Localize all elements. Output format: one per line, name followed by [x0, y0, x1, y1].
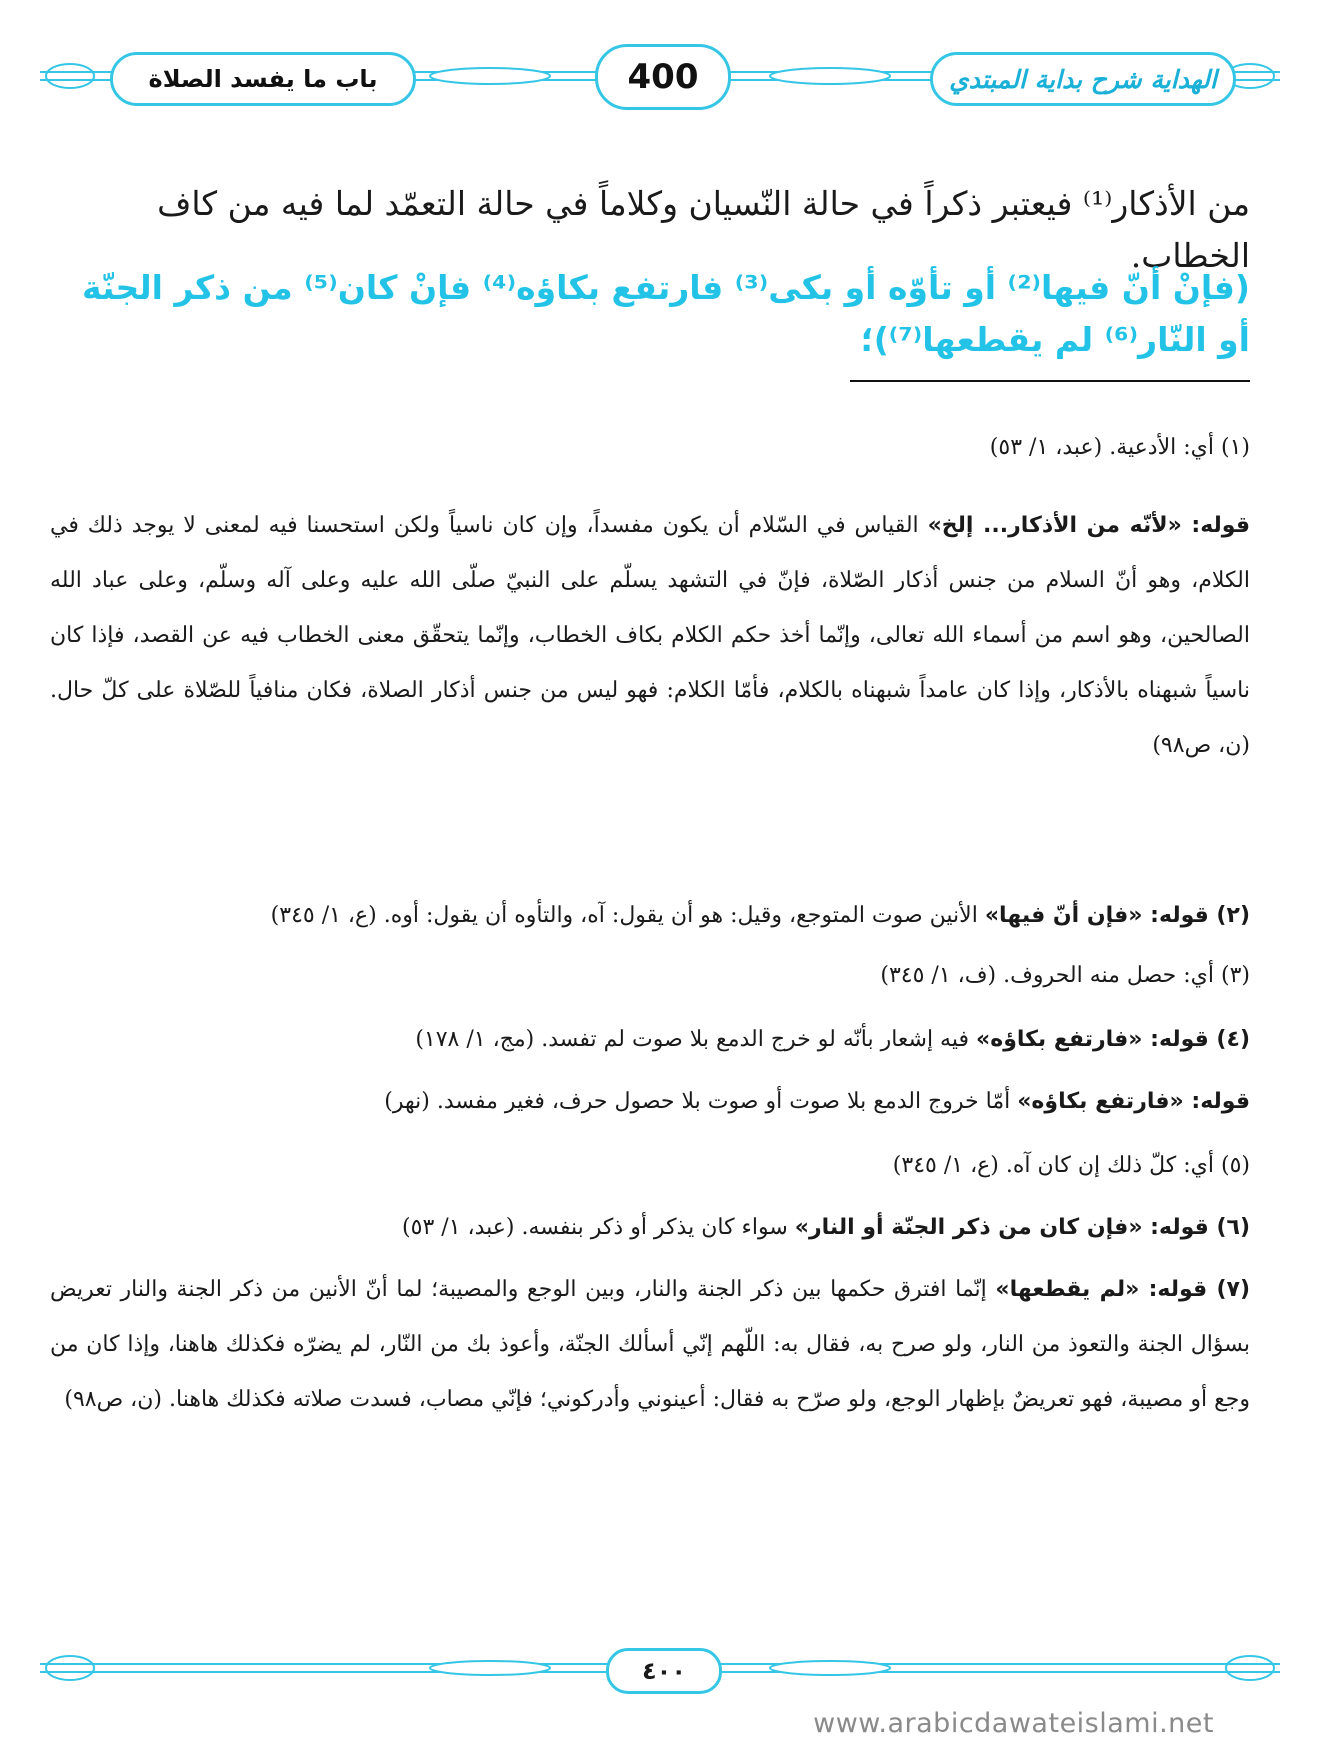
footnote-separator	[850, 380, 1250, 382]
footnote-text: الأنين صوت المتوجع، وقيل: هو أن يقول: آه، والتأوه أن يقول: أوه. (ع، ١/ ٣٤٥)	[270, 903, 985, 928]
header-page-number: 400	[595, 44, 731, 110]
footer-page-number: ٤٠٠	[606, 1648, 722, 1694]
page-footer	[40, 1640, 1280, 1700]
footnote-7	[50, 1262, 1250, 1427]
footnote-1: (١) أي: الأدعية. (عبد، ١/ ٥٣)	[989, 435, 1250, 460]
footnote-5: (٥) أي: كلّ ذلك إن كان آه. (ع، ١/ ٣٤٥)	[892, 1153, 1250, 1178]
page-header	[40, 38, 1280, 118]
footnote-label: (٧) قوله: «لم يقطعها»	[995, 1277, 1250, 1302]
footnote-4-commentary	[50, 1074, 1250, 1129]
footnote-label: (٦) قوله: «فإن كان من ذكر الجنّة أو النار»	[794, 1215, 1250, 1240]
footnote-text: القياس في السّلام أن يكون مفسداً، وإن كان ناسياً ولكن استحسنا فيه لمعنى لا يوجد ذلك في الكلام، وهو أنّ السلام من جنس أذكار الصّلاة، فإنّ في التشهد يسلّم على النبيّ صلّى الله عليه وعلى آله وسلّم، وعلى عباد الله الصالحين، وهو اسم من أسماء الله تعالى، وإنّما أخذ حكم الكلام بكاف الخطاب، وإنّما يتحقّق معنى الخطاب فيه عن القصد، فإذا كان ناسياً شبهناه بالأذكار، وإذا كان عامداً شبهناه بالكلام، فأمّا الكلام: فهو ليس من جنس أذكار الصلاة، فكان منافياً للصّلاة على كلّ حال. (ن، ص٩٨)	[50, 513, 1250, 758]
footnote-3: (٣) أي: حصل منه الحروف. (ف، ١/ ٣٤٥)	[880, 963, 1250, 988]
footnote-text: سواء كان يذكر أو ذكر بنفسه. (عبد، ١/ ٥٣)	[402, 1215, 795, 1240]
footnote-text: أمّا خروج الدمع بلا صوت أو صوت بلا حصول حرف، فغير مفسد. (نهر)	[384, 1089, 1018, 1114]
footnote-label: قوله: «فارتفع بكاؤه»	[1017, 1089, 1250, 1114]
footnote-1-commentary	[50, 498, 1250, 773]
footnote-4	[50, 1012, 1250, 1067]
footnote-label: (٤) قوله: «فارتفع بكاؤه»	[976, 1027, 1250, 1052]
footnote-6	[50, 1200, 1250, 1255]
main-text-highlighted: (فإنْ أنّ فيها⁽²⁾ أو تأوّه أو بكى⁽³⁾ فارتفع بكاؤه⁽⁴⁾ فإنْ كان⁽⁵⁾ من ذكر الجنّة أو النّار⁽⁶⁾ لم يقطعها⁽⁷⁾)؛	[82, 268, 1250, 359]
footnote-text: فيه إشعار بأنّه لو خرج الدمع بلا صوت لم تفسد. (مج، ١/ ١٧٨)	[415, 1027, 976, 1052]
footnote-label: قوله: «لأنّه من الأذكار... إلخ»	[927, 513, 1250, 538]
footnote-2	[50, 888, 1250, 943]
book-title: الهداية شرح بداية المبتدي	[930, 52, 1236, 106]
main-text-line-1: من الأذكار⁽¹⁾ فيعتبر ذكراً في حالة النّسيان وكلاماً في حالة التعمّد لما فيه من كاف الخطاب.	[157, 184, 1250, 275]
chapter-title: باب ما يفسد الصلاة	[110, 52, 416, 106]
website-url[interactable]: www.arabicdawateislami.net	[813, 1708, 1214, 1739]
footnote-text: إنّما افترق حكمها بين ذكر الجنة والنار، وبين الوجع والمصيبة؛ لما أنّ الأنين من ذكر الجنة والنار تعريض بسؤال الجنة والتعوذ من النار، ولو صرح به، فقال به: اللّهم إنّي أسألك الجنّة، وأعوذ بك من النّار، لم يضرّه فكذلك هاهنا، وإذا كان من وجع أو مصيبة، فهو تعريضٌ بإظهار الوجع، ولو صرّح به فقال: أعينوني وأدركوني؛ فإنّي مصاب، فسدت صلاته فكذلك هاهنا. (ن، ص٩٨)	[50, 1277, 1250, 1412]
footnote-label: (٢) قوله: «فإن أنّ فيها»	[984, 903, 1250, 928]
